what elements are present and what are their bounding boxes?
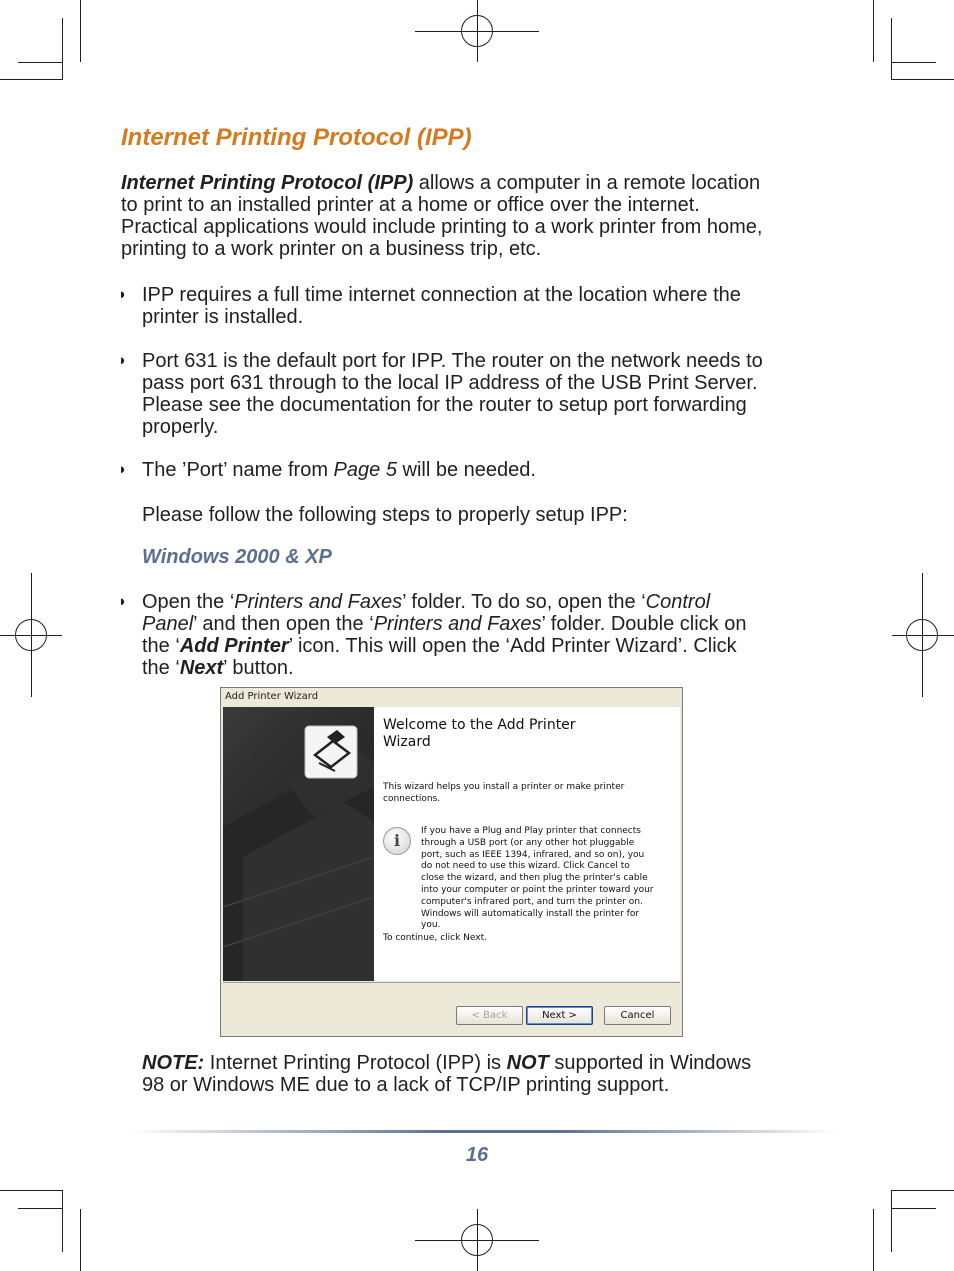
step-emphasis: Printers and Faxes bbox=[373, 613, 542, 635]
wizard-titlebar: Add Printer Wizard bbox=[221, 688, 682, 706]
crop-mark bbox=[892, 1190, 954, 1191]
note-text: supported in Windows bbox=[548, 1052, 752, 1074]
note-paragraph bbox=[142, 1052, 842, 1096]
wizard-info-line: Windows will automatically install the printer for you. bbox=[421, 908, 640, 931]
crop-mark bbox=[891, 1190, 892, 1252]
step-text: ’ icon. This will open the ‘Add Printer Wizard’. Click bbox=[288, 635, 737, 657]
wizard-intro-text: connections. bbox=[383, 794, 441, 804]
step-emphasis: Add Printer bbox=[179, 635, 289, 657]
wizard-separator bbox=[223, 982, 680, 983]
bullet-text: pass port 631 through to the local IP address of the USB Print Server. bbox=[142, 372, 758, 394]
intro-paragraph bbox=[121, 172, 841, 260]
bullet-text: printer is installed. bbox=[142, 306, 304, 328]
step-text: ’ and then open the ‘ bbox=[193, 613, 374, 635]
wizard-info-line: close the wizard, and then plug the printer's cable bbox=[421, 873, 648, 884]
note-text: Internet Printing Protocol (IPP) is bbox=[204, 1052, 507, 1074]
crop-mark bbox=[18, 1208, 62, 1209]
bullet-text: properly. bbox=[142, 416, 219, 438]
wizard-side-banner bbox=[223, 707, 374, 981]
registration-line bbox=[477, 1209, 478, 1271]
registration-line bbox=[922, 573, 923, 697]
intro-lead: Internet Printing Protocol (IPP) bbox=[121, 172, 414, 194]
section-subhead: Windows 2000 & XP bbox=[142, 546, 332, 568]
bullet-text: will be needed. bbox=[396, 459, 536, 481]
instructions-text: Please follow the following steps to properly setup IPP: bbox=[142, 504, 628, 526]
page-title: Internet Printing Protocol (IPP) bbox=[121, 124, 472, 151]
bullet-icon: ◗ bbox=[118, 286, 128, 303]
bullet-icon: ◗ bbox=[118, 593, 128, 610]
bullet-icon: ◗ bbox=[118, 352, 128, 369]
back-button[interactable]: < Back bbox=[456, 1006, 523, 1025]
bullet-text: IPP requires a full time internet connection at the location where the bbox=[142, 284, 741, 306]
crop-mark bbox=[62, 1190, 63, 1252]
registration-line bbox=[477, 0, 478, 62]
step-item bbox=[142, 591, 862, 679]
wizard-info-line: computer's infrared port, and turn the printer on. bbox=[421, 896, 643, 907]
wizard-info-line: through a USB port (or any other hot pluggable bbox=[421, 837, 635, 848]
step-text: ’ folder. To do so, open the ‘ bbox=[402, 591, 646, 613]
step-emphasis: Control bbox=[645, 591, 711, 613]
info-icon: i bbox=[383, 827, 411, 855]
step-emphasis: Panel bbox=[142, 613, 194, 635]
wizard-info-line: into your computer or point the printer toward your bbox=[421, 884, 654, 895]
crop-mark bbox=[80, 0, 81, 62]
crop-mark bbox=[0, 1190, 62, 1191]
crop-mark bbox=[873, 0, 874, 62]
registration-line bbox=[31, 573, 32, 697]
bullet-item bbox=[142, 284, 862, 328]
step-emphasis: Printers and Faxes bbox=[234, 591, 403, 613]
wizard-info-text bbox=[421, 826, 661, 932]
intro-text: to print to an installed printer at a home or office over the internet. bbox=[121, 194, 700, 216]
wizard-intro-text: This wizard helps you install a printer or make printer bbox=[383, 782, 625, 792]
add-printer-wizard-window bbox=[220, 687, 683, 1037]
crop-mark bbox=[891, 18, 892, 80]
crop-mark bbox=[80, 1209, 81, 1271]
bullet-text: Port 631 is the default port for IPP. The router on the network needs to bbox=[142, 350, 763, 372]
printer-graphic-icon bbox=[223, 707, 374, 981]
wizard-intro bbox=[383, 781, 663, 805]
step-text: the ‘ bbox=[142, 635, 180, 657]
wizard-info-line: port, such as IEEE 1394, infrared, and so on), you bbox=[421, 849, 645, 860]
wizard-info-line: If you have a Plug and Play printer that connects bbox=[421, 826, 641, 836]
page-number: 16 bbox=[465, 1144, 489, 1166]
note-emphasis: NOT bbox=[506, 1052, 549, 1074]
crop-mark bbox=[892, 62, 936, 63]
bullet-text: Please see the documentation for the router to setup port forwarding bbox=[142, 394, 747, 416]
intro-text: allows a computer in a remote location bbox=[413, 172, 761, 194]
step-text: Open the ‘ bbox=[142, 591, 235, 613]
next-button[interactable]: Next > bbox=[526, 1006, 593, 1025]
crop-mark bbox=[892, 1208, 936, 1209]
intro-text: Practical applications would include printing to a work printer from home, bbox=[121, 216, 763, 238]
step-emphasis: Next bbox=[179, 657, 224, 679]
cancel-button[interactable]: Cancel bbox=[604, 1006, 671, 1025]
step-text: the ‘ bbox=[142, 657, 180, 679]
wizard-continue-text: To continue, click Next. bbox=[383, 933, 487, 943]
wizard-content-panel bbox=[374, 707, 680, 981]
bullet-item bbox=[142, 459, 862, 481]
wizard-heading-text: Welcome to the Add Printer bbox=[383, 717, 576, 733]
bullet-icon: ◗ bbox=[118, 461, 128, 478]
page-reference: Page 5 bbox=[333, 459, 397, 481]
crop-mark bbox=[892, 79, 954, 80]
footer-rule bbox=[128, 1130, 840, 1133]
note-label: NOTE: bbox=[142, 1052, 205, 1074]
note-text: 98 or Windows ME due to a lack of TCP/IP printing support. bbox=[142, 1074, 670, 1096]
bullet-text: The ’Port’ name from bbox=[142, 459, 334, 481]
wizard-heading-text: Wizard bbox=[383, 734, 431, 750]
wizard-info-line: do not need to use this wizard. Click Cancel to bbox=[421, 861, 630, 872]
wizard-heading bbox=[383, 717, 663, 751]
bullet-item bbox=[142, 350, 862, 438]
step-text: ’ button. bbox=[223, 657, 294, 679]
crop-mark bbox=[873, 1209, 874, 1271]
crop-mark bbox=[0, 79, 62, 80]
crop-mark bbox=[18, 62, 62, 63]
registration-line bbox=[892, 635, 954, 636]
step-text: ’ folder. Double click on bbox=[541, 613, 747, 635]
crop-mark bbox=[62, 18, 63, 80]
intro-text: printing to a work printer on a business trip, etc. bbox=[121, 238, 542, 260]
